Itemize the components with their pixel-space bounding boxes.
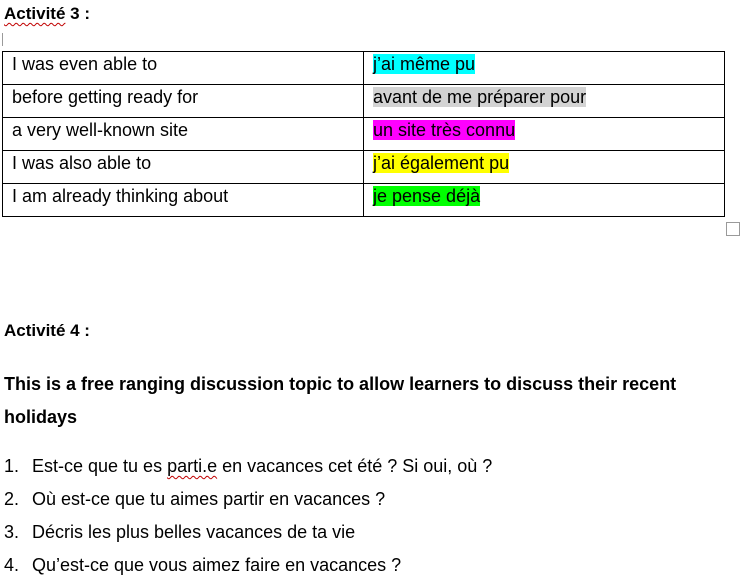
list-item [4, 450, 492, 483]
list-item [4, 483, 492, 516]
table-cell-english[interactable] [3, 151, 364, 184]
question-text: Décris les plus belles vacances de ta vie [32, 522, 356, 542]
english-phrase: before getting ready for [12, 87, 199, 107]
french-phrase-highlighted: j’ai même pu [373, 54, 476, 74]
list-number: 3. [4, 522, 20, 542]
activity-3-heading-word: Activité [4, 4, 66, 23]
french-phrase-highlighted: j’ai également pu [373, 153, 510, 173]
english-phrase: I was even able to [12, 54, 158, 74]
table-row [3, 184, 725, 217]
table-cell-french[interactable] [364, 184, 725, 217]
question-text: Qu’est-ce que vous aimez faire en vacances ? [32, 555, 402, 575]
list-number: 1. [4, 456, 20, 476]
list-item [4, 516, 492, 549]
french-phrase-highlighted: un site très connu [373, 120, 516, 140]
table-cell-english[interactable] [3, 184, 364, 217]
french-phrase-highlighted: avant de me préparer pour [373, 87, 587, 107]
question-text-end: en vacances cet été ? Si oui, où ? [217, 456, 493, 476]
french-phrase-highlighted: je pense déjà [373, 186, 481, 206]
table-row [3, 52, 725, 85]
table-row [3, 85, 725, 118]
table-cell-english[interactable] [3, 118, 364, 151]
list-number: 4. [4, 555, 20, 575]
spellcheck-flagged-word: parti.e [167, 456, 218, 476]
question-text: Est-ce que tu es [32, 456, 168, 476]
list-item [4, 549, 492, 582]
table-row [3, 118, 725, 151]
table-cell-french[interactable] [364, 52, 725, 85]
list-number: 2. [4, 489, 20, 509]
table-resize-handle[interactable] [726, 222, 740, 236]
activity-3-heading [4, 4, 90, 24]
table-cell-french[interactable] [364, 151, 725, 184]
table-cell-french[interactable] [364, 118, 725, 151]
vocabulary-table [2, 51, 725, 217]
discussion-intro: This is a free ranging discussion topic to allow learners to discuss their recent holidays [4, 374, 677, 427]
table-row [3, 151, 725, 184]
english-phrase: I was also able to [12, 153, 152, 173]
question-list [4, 450, 492, 582]
table-cell-english[interactable] [3, 52, 364, 85]
table-cell-french[interactable] [364, 85, 725, 118]
activity-4-heading: Activité 4 : [4, 321, 90, 340]
english-phrase: I am already thinking about [12, 186, 229, 206]
text-cursor [2, 33, 3, 46]
english-phrase: a very well-known site [12, 120, 189, 140]
question-text: Où est-ce que tu aimes partir en vacances ? [32, 489, 386, 509]
table-cell-english[interactable] [3, 85, 364, 118]
activity-3-heading-number: 3 : [65, 4, 90, 23]
